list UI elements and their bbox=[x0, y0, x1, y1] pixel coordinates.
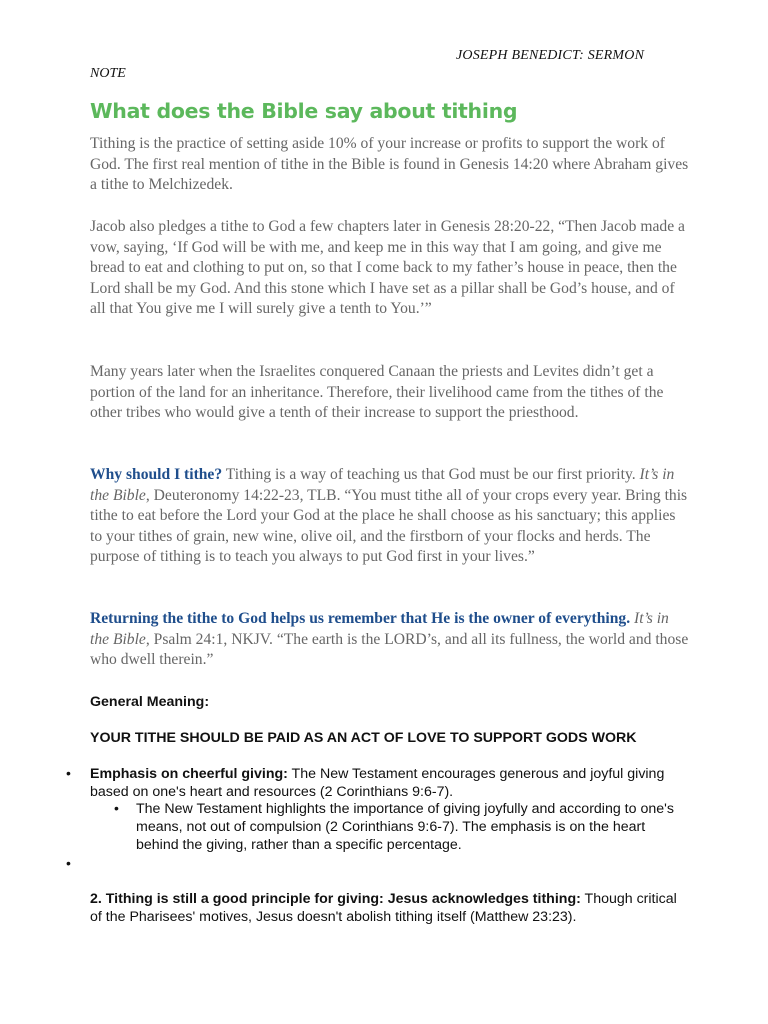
paragraph-intro: Tithing is the practice of setting aside 10% of your increase or profits to support the work of God. The first real mention of tithe in the Bible is found in Genesis 14:20 where Abraham gives a tithe to Melchizedek. bbox=[90, 135, 689, 194]
paragraph-israelites: Many years later when the Israelites conquered Canaan the priests and Levites didn’t get a portion of the land for an inheritance. Therefore, their livelihood came from the tithes of the other tribes who would give a tenth of their increase to support the priesthood. bbox=[90, 363, 664, 422]
bullet-marker: • bbox=[66, 765, 71, 781]
empty-bullet-marker: • bbox=[66, 855, 71, 871]
point-two-text: Though critical of the Pharisees' motives, Jesus doesn't abolish tithing itself (Matthew 23:23). bbox=[90, 891, 677, 925]
why-tithe-text-1: Tithing is a way of teaching us that God must be our first priority. bbox=[222, 466, 640, 483]
paragraph-returning bbox=[90, 609, 690, 671]
why-tithe-text-2: , Deuteronomy 14:22-23, TLB. “You must tithe all of your crops every year. Bring this tithe to eat before the Lord your God at the place he shall choose as his sanctuary; this applies to your tithes of grain, new wine, olive oil, and the firstborn of your flocks and herds. The purpose of tithing is to teach you always to put God first in your lives.” bbox=[90, 486, 688, 566]
general-meaning-heading: General Meaning: bbox=[90, 694, 210, 710]
point-two-paragraph bbox=[90, 890, 690, 926]
paragraph-jacob: Jacob also pledges a tithe to God a few chapters later in Genesis 28:20-22, “Then Jacob made a vow, saying, ‘If God will be with me, and keep me in this way that I am going, and give me bread to eat and clothing to put on, so that I come back to my father’s house in peace, then the Lord shall be my God. And this stone which I have set as a pillar shall be God’s house, and of all that You give me I will surely give a tenth to You.’” bbox=[90, 218, 685, 318]
bullet-cheerful-giving bbox=[90, 765, 690, 801]
returning-text-2: , Psalm 24:1, NKJV. “The earth is the LORD’s, and all its fullness, the world and those who dwell therein.” bbox=[90, 630, 689, 669]
page-title: What does the Bible say about tithing bbox=[90, 99, 518, 123]
why-tithe-heading: Why should I tithe? bbox=[90, 466, 223, 483]
sub-bullet-text: The New Testament highlights the importance of giving joyfully and according to one's means, not out of compulsion (2 Corinthians 9:6-7). The emphasis is on the heart behind the giving, rather than a specific percentage. bbox=[136, 801, 674, 853]
point-two-heading: 2. Tithing is still a good principle for giving: Jesus acknowledges tithing: bbox=[90, 891, 581, 907]
sub-bullet-marker: • bbox=[114, 800, 119, 816]
why-tithe-italic: It’s in the Bible bbox=[90, 466, 675, 504]
header-author: JOSEPH BENEDICT: SERMON bbox=[456, 48, 645, 63]
caps-statement: YOUR TITHE SHOULD BE PAID AS AN ACT OF LOVE TO SUPPORT GODS WORK bbox=[90, 730, 637, 746]
header-note: NOTE bbox=[90, 66, 126, 81]
bullet-cheerful-giving-text: The New Testament encourages generous and joyful giving based on one's heart and resources (2 Corinthians 9:6-7). bbox=[90, 766, 665, 800]
returning-heading: Returning the tithe to God helps us remember that He is the owner of everything. bbox=[90, 610, 631, 627]
returning-italic: It’s in the Bible bbox=[90, 610, 669, 648]
paragraph-why-tithe bbox=[90, 465, 690, 568]
bullet-cheerful-giving-heading: Emphasis on cheerful giving: bbox=[90, 766, 288, 782]
